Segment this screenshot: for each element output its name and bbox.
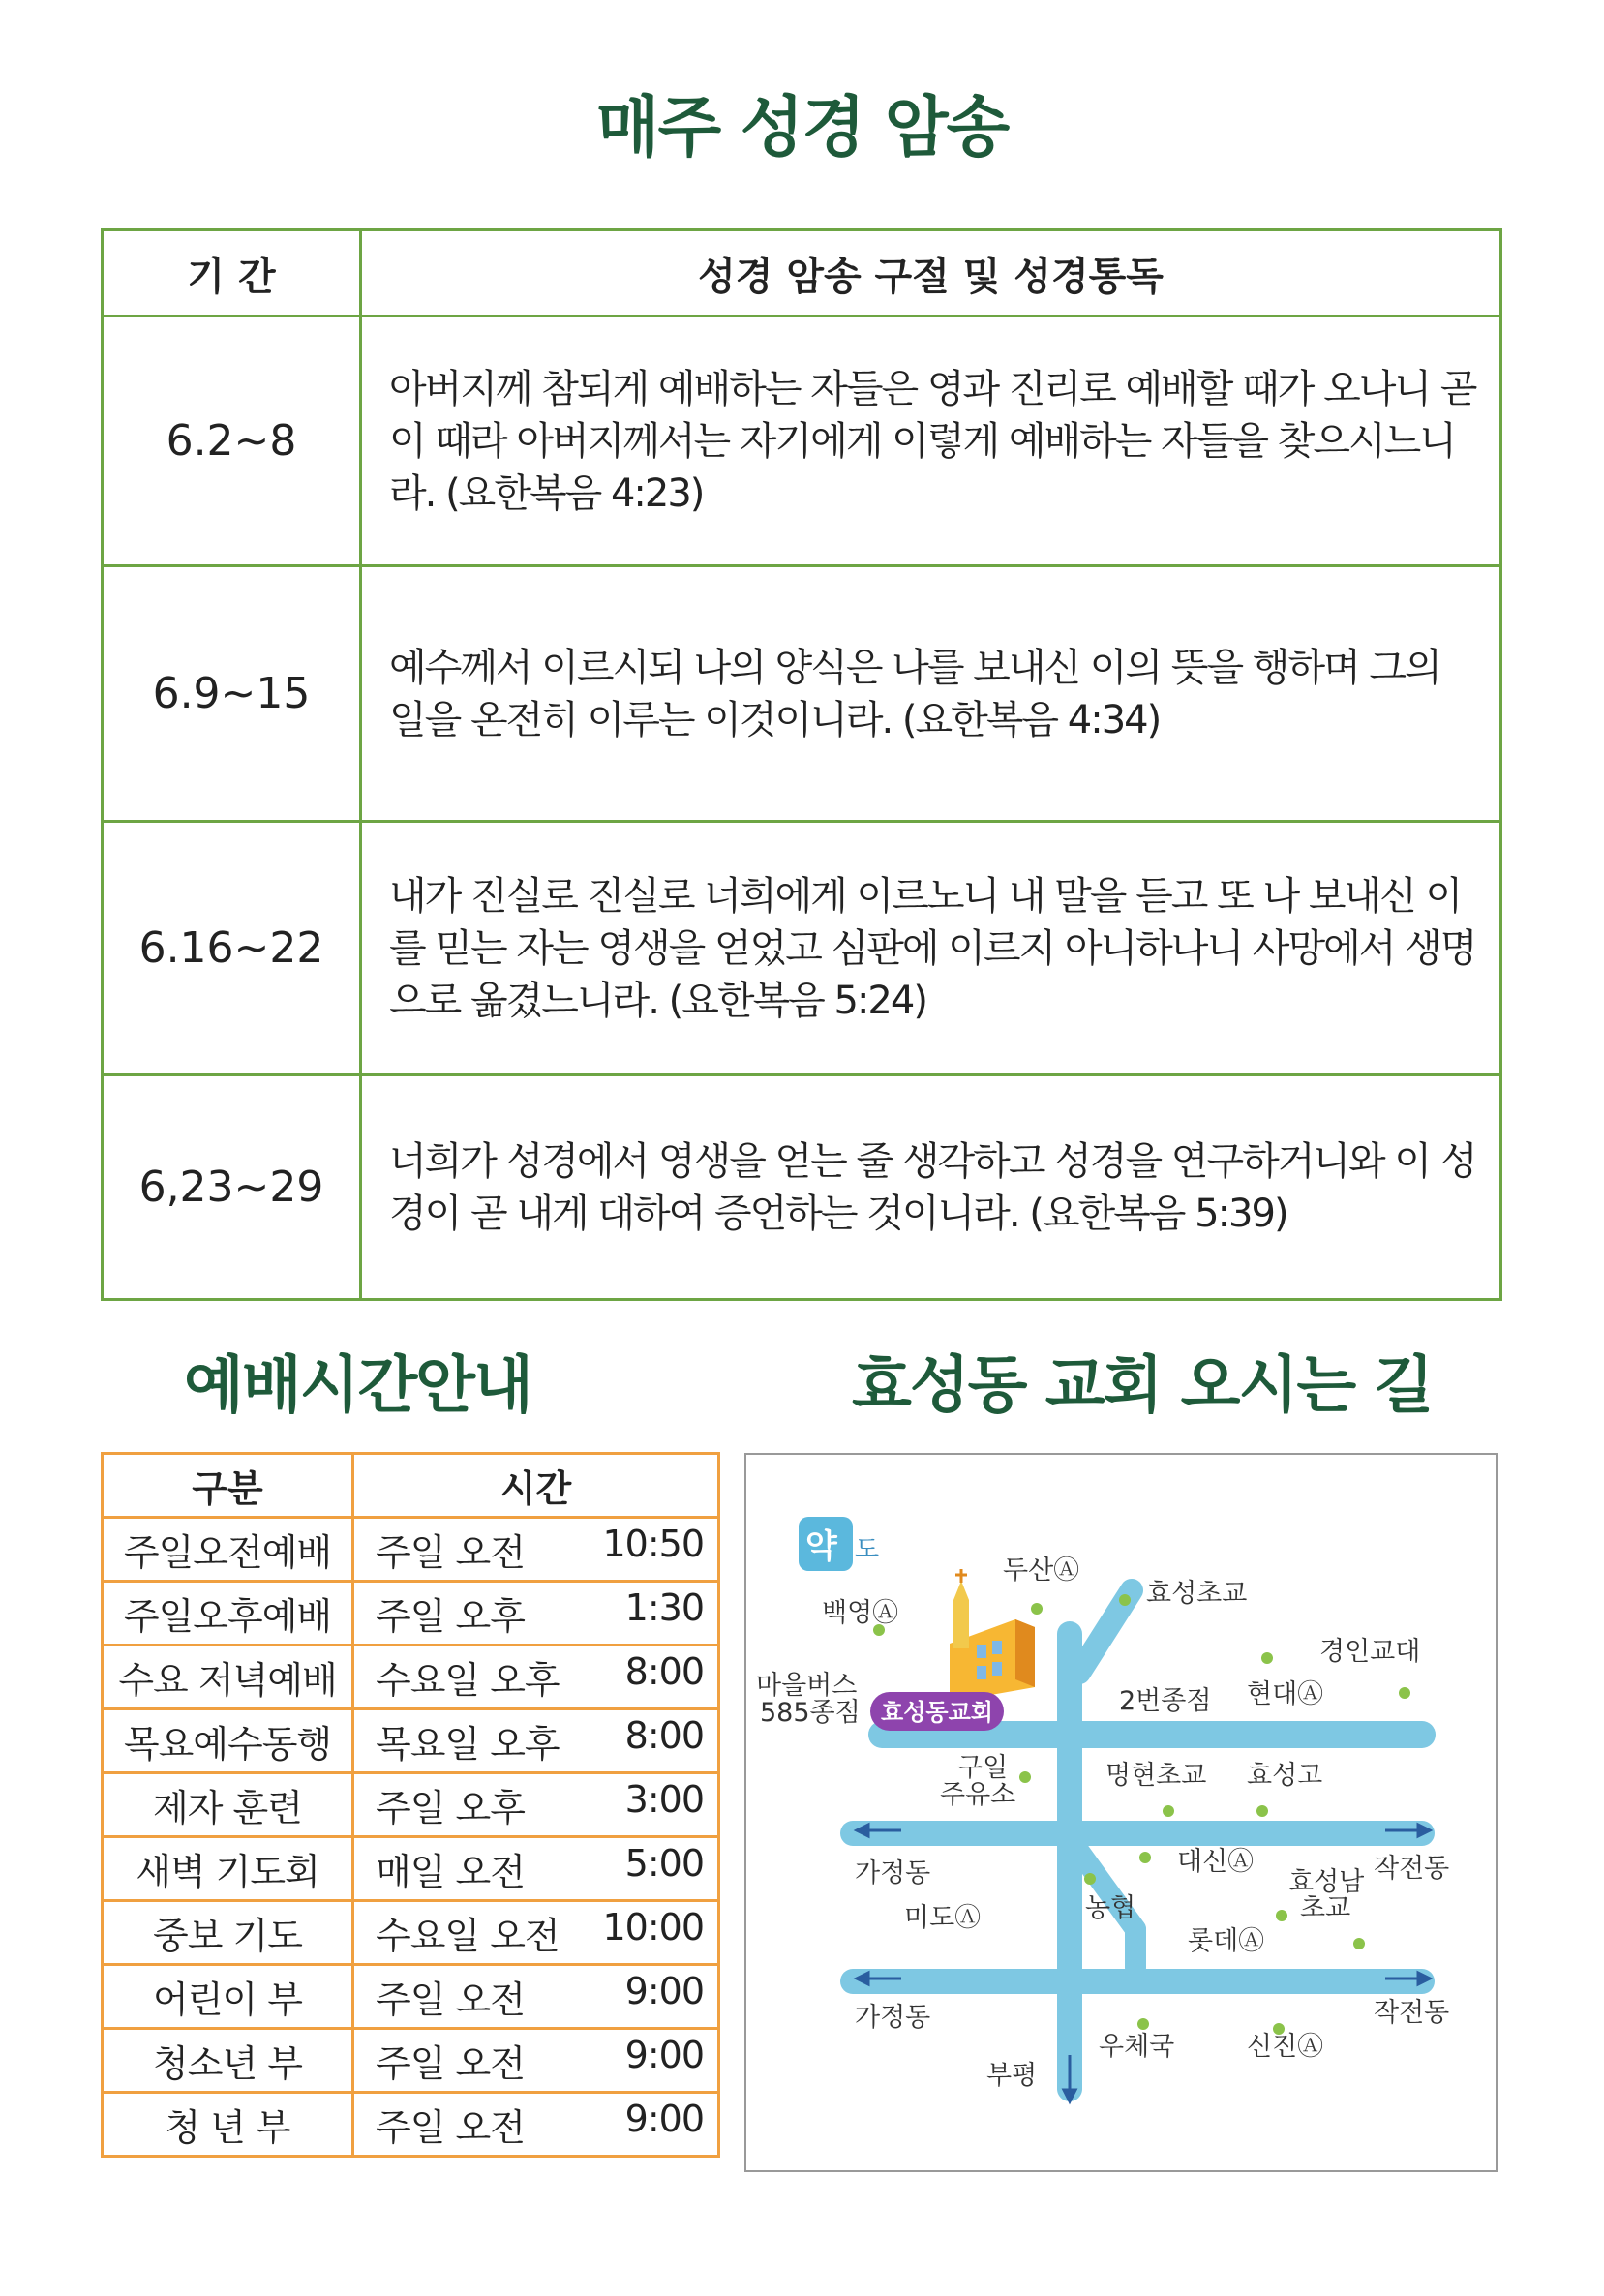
- landmark-dot: [1261, 1652, 1273, 1664]
- table-row: [103, 1965, 719, 2029]
- verse-cell: 아버지께 참되게 예배하는 자들은 영과 진리로 예배할 때가 오나니 곧 이 때라 아버지께서는 자기에게 이렇게 예배하는 자들을 찾으시느니라. (요한복음 4:23): [361, 317, 1501, 566]
- map-label: 2번종점: [1119, 1686, 1212, 1716]
- day-text: 주일 오전: [376, 2042, 525, 2085]
- clock-text: 5:00: [624, 1842, 704, 1885]
- time-cell: [353, 1582, 719, 1646]
- map-label: 초교: [1300, 1893, 1351, 1923]
- time-header: 시간: [353, 1454, 719, 1518]
- category-cell: 청소년 부: [103, 2029, 353, 2093]
- period-cell: 6.16~22: [103, 822, 361, 1075]
- table-row: [103, 1075, 1501, 1300]
- table-row: [103, 1646, 719, 1709]
- map-badge-main: 약: [805, 1527, 837, 1566]
- time-cell: [353, 2029, 719, 2093]
- time-cell: [353, 2093, 719, 2157]
- table-row: [103, 1709, 719, 1773]
- period-cell: 6.9~15: [103, 566, 361, 822]
- map-label: 경인교대: [1319, 1637, 1421, 1667]
- verse-cell: 예수께서 이르시되 나의 양식은 나를 보내신 이의 뜻을 행하며 그의 일을 온전히 이루는 이것이니라. (요한복음 4:34): [361, 566, 1501, 822]
- time-cell: [353, 1518, 719, 1582]
- time-cell: [353, 1901, 719, 1965]
- worship-schedule-title: 예배시간안내: [184, 1350, 531, 1422]
- table-row: [103, 566, 1501, 822]
- category-cell: 목요예수동행: [103, 1709, 353, 1773]
- landmark-dot: [1276, 1910, 1287, 1921]
- day-text: 수요일 오전: [376, 1915, 560, 1957]
- memory-verse-title: 매주 성경 암송: [595, 90, 1009, 166]
- clock-text: 10:50: [602, 1523, 704, 1565]
- landmark-dot: [1399, 1687, 1410, 1699]
- worship-schedule-table: [101, 1452, 720, 2158]
- table-header-row: [103, 1454, 719, 1518]
- map-label: 농협: [1085, 1893, 1136, 1923]
- category-cell: 주일오전예배: [103, 1518, 353, 1582]
- day-text: 수요일 오후: [376, 1659, 560, 1702]
- map-label: 작전동: [1374, 1854, 1450, 1884]
- table-row: [103, 2093, 719, 2157]
- table-row: [103, 2029, 719, 2093]
- church-label: 효성동교회: [881, 1699, 993, 1726]
- map-label: 미도Ⓐ: [904, 1903, 982, 1933]
- church-location-map: [744, 1453, 1498, 2172]
- landmark-dot: [1163, 1805, 1174, 1817]
- category-cell: 수요 저녁예배: [103, 1646, 353, 1709]
- clock-text: 1:30: [624, 1586, 704, 1629]
- landmark-dot: [1137, 2018, 1149, 2030]
- map-label: 명현초교: [1105, 1761, 1207, 1791]
- time-cell: [353, 1965, 719, 2029]
- map-label: 마을버스: [756, 1671, 858, 1701]
- map-label: 주유소: [940, 1780, 1016, 1810]
- table-row: [103, 1837, 719, 1901]
- verse-header: 성경 암송 구절 및 성경통독: [361, 230, 1501, 317]
- category-cell: 새벽 기도회: [103, 1837, 353, 1901]
- period-cell: 6,23~29: [103, 1075, 361, 1300]
- map-label: 구일: [957, 1753, 1009, 1783]
- category-cell: 주일오후예배: [103, 1582, 353, 1646]
- map-label: 작전동: [1374, 1998, 1450, 2028]
- category-cell: 청 년 부: [103, 2093, 353, 2157]
- table-row: [103, 1582, 719, 1646]
- table-row: [103, 1901, 719, 1965]
- day-text: 주일 오후: [376, 1787, 525, 1829]
- map-label: 효성초교: [1146, 1579, 1248, 1609]
- map-label: 두산Ⓐ: [1003, 1556, 1080, 1586]
- time-cell: [353, 1709, 719, 1773]
- map-label: 효성남: [1288, 1867, 1365, 1897]
- clock-text: 8:00: [624, 1650, 704, 1693]
- map-label: 효성고: [1247, 1761, 1323, 1791]
- day-text: 주일 오후: [376, 1595, 525, 1638]
- church-building-icon: [950, 1569, 1035, 1699]
- category-cell: 제자 훈련: [103, 1773, 353, 1837]
- clock-text: 3:00: [624, 1778, 704, 1821]
- map-badge-sub: 도: [855, 1535, 880, 1564]
- verse-cell: 너희가 성경에서 영생을 얻는 줄 생각하고 성경을 연구하거니와 이 성경이 곧 내게 대하여 증언하는 것이니라. (요한복음 5:39): [361, 1075, 1501, 1300]
- category-cell: 중보 기도: [103, 1901, 353, 1965]
- category-header: 구분: [103, 1454, 353, 1518]
- map-label: 롯데Ⓐ: [1188, 1926, 1265, 1956]
- category-cell: 어린이 부: [103, 1965, 353, 2029]
- landmark-dot: [1353, 1938, 1365, 1949]
- map-label: 가정동: [855, 2003, 931, 2033]
- landmark-dot: [1031, 1603, 1043, 1615]
- clock-text: 9:00: [624, 2034, 704, 2076]
- map-label: 부평: [986, 2061, 1038, 2091]
- landmark-dot: [1256, 1805, 1268, 1817]
- day-text: 주일 오전: [376, 1531, 525, 1574]
- time-cell: [353, 1646, 719, 1709]
- table-row: [103, 317, 1501, 566]
- landmark-dot: [1119, 1594, 1131, 1606]
- time-cell: [353, 1773, 719, 1837]
- day-text: 주일 오전: [376, 2106, 525, 2149]
- table-row: [103, 1773, 719, 1837]
- table-header-row: [103, 230, 1501, 317]
- landmark-dot: [1084, 1873, 1096, 1885]
- clock-text: 9:00: [624, 2098, 704, 2140]
- day-text: 주일 오전: [376, 1979, 525, 2021]
- landmark-dot: [1139, 1852, 1151, 1863]
- period-cell: 6.2~8: [103, 317, 361, 566]
- landmark-dot: [1019, 1771, 1031, 1783]
- day-text: 매일 오전: [376, 1851, 525, 1893]
- verse-cell: 내가 진실로 진실로 너희에게 이르노니 내 말을 듣고 또 나 보내신 이를 믿는 자는 영생을 얻었고 심판에 이르지 아니하나니 사망에서 생명으로 옮겼느니라. (요한복음 5:24): [361, 822, 1501, 1075]
- day-text: 목요일 오후: [376, 1723, 560, 1766]
- period-header: 기 간: [103, 230, 361, 317]
- map-label: 우체국: [1099, 2032, 1175, 2062]
- clock-text: 8:00: [624, 1714, 704, 1757]
- map-label: 가정동: [855, 1858, 931, 1888]
- directions-title: 효성동 교회 오시는 길: [852, 1350, 1433, 1422]
- table-row: [103, 822, 1501, 1075]
- map-label: 신진Ⓐ: [1247, 2032, 1324, 2062]
- map-label: 백영Ⓐ: [822, 1598, 899, 1628]
- map-label: 585종점: [760, 1698, 861, 1728]
- clock-text: 10:00: [602, 1906, 704, 1949]
- time-cell: [353, 1837, 719, 1901]
- table-row: [103, 1518, 719, 1582]
- map-label: 현대Ⓐ: [1247, 1679, 1324, 1709]
- memory-verse-table: [101, 228, 1502, 1301]
- clock-text: 9:00: [624, 1970, 704, 2012]
- map-label: 대신Ⓐ: [1177, 1847, 1255, 1877]
